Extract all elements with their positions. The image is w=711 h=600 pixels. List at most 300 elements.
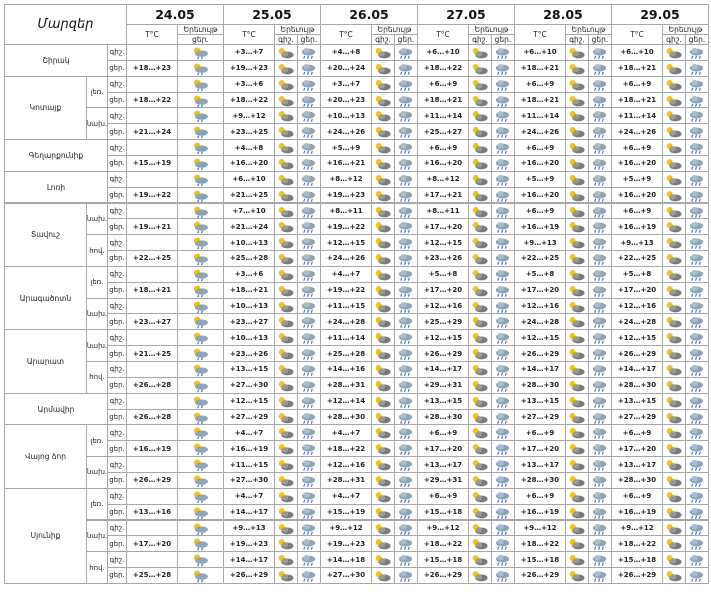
- temperature-cell: [126, 456, 178, 473]
- temp-header: T°C: [223, 24, 275, 45]
- rain-icon: [590, 172, 609, 186]
- cloud-sun-icon: [373, 283, 392, 297]
- cloud-sun-icon: [470, 441, 489, 455]
- sun-rain-icon: [191, 346, 210, 360]
- temperature-cell: +18…+22: [417, 60, 469, 77]
- sun-rain-icon: [191, 536, 210, 550]
- sun-rain-icon: [191, 505, 210, 519]
- rain-icon: [687, 521, 706, 535]
- phenomena-header: Երեւույթ: [274, 24, 321, 35]
- rain-icon: [687, 473, 706, 487]
- sun-rain-icon: [191, 568, 210, 582]
- time-of-day: գիշ.: [107, 298, 127, 315]
- rain-icon: [299, 552, 318, 566]
- phenomena-header: Երեւույթ: [565, 24, 612, 35]
- temperature-cell: +13…+17: [611, 456, 663, 473]
- rain-icon: [299, 457, 318, 471]
- temperature-cell: +10…+13: [320, 107, 372, 124]
- cloud-sun-icon: [567, 61, 586, 75]
- day-header: ցեր.: [394, 34, 418, 45]
- temp-header: T°C: [320, 24, 372, 45]
- cloud-sun-icon: [373, 172, 392, 186]
- cloud-sun-icon: [276, 410, 295, 424]
- cloud-sun-icon: [567, 378, 586, 392]
- temperature-cell: +18…+21: [223, 282, 275, 299]
- temperature-cell: +24…+26: [611, 123, 663, 140]
- temperature-cell: +6…+9: [417, 488, 469, 505]
- cloud-sun-icon: [567, 283, 586, 297]
- cloud-sun-icon: [373, 552, 392, 566]
- rain-icon: [396, 378, 415, 392]
- rain-icon: [396, 188, 415, 202]
- rain-icon: [493, 362, 512, 376]
- rain-icon: [299, 378, 318, 392]
- temperature-cell: [126, 361, 178, 378]
- temperature-cell: +19…+23: [223, 535, 275, 552]
- temperature-cell: +18…+21: [514, 60, 566, 77]
- cloud-sun-icon: [470, 394, 489, 408]
- cloud-sun-icon: [276, 77, 295, 91]
- cloud-sun-icon: [276, 489, 295, 503]
- rain-icon: [493, 235, 512, 249]
- temperature-cell: +28…+30: [611, 472, 663, 489]
- rain-icon: [687, 536, 706, 550]
- temperature-cell: +26…+29: [611, 567, 663, 584]
- date-header: 29.05: [611, 4, 709, 25]
- rain-icon: [299, 251, 318, 265]
- rain-icon: [299, 330, 318, 344]
- temperature-cell: [126, 266, 178, 283]
- rain-icon: [590, 489, 609, 503]
- temperature-cell: +18…+21: [611, 92, 663, 109]
- cloud-sun-icon: [664, 410, 683, 424]
- cloud-sun-icon: [470, 251, 489, 265]
- cloud-sun-icon: [470, 156, 489, 170]
- rain-icon: [493, 124, 512, 138]
- day-header: ցեր.: [177, 34, 224, 45]
- rain-icon: [590, 299, 609, 313]
- temperature-cell: +26…+29: [223, 567, 275, 584]
- temperature-cell: +25…+27: [417, 123, 469, 140]
- rain-icon: [687, 61, 706, 75]
- cloud-sun-icon: [470, 521, 489, 535]
- cloud-sun-icon: [373, 140, 392, 154]
- rain-icon: [396, 140, 415, 154]
- cloud-sun-icon: [276, 267, 295, 281]
- temperature-cell: +9…+12: [223, 107, 275, 124]
- time-of-day: գիշ.: [107, 329, 127, 346]
- sun-rain-icon: [191, 441, 210, 455]
- cloud-sun-icon: [470, 314, 489, 328]
- cloud-sun-icon: [664, 330, 683, 344]
- rain-icon: [396, 425, 415, 439]
- time-of-day: գիշ.: [107, 171, 127, 188]
- cloud-sun-icon: [664, 314, 683, 328]
- temperature-cell: +18…+22: [320, 440, 372, 457]
- temperature-cell: +14…+17: [417, 361, 469, 378]
- rain-icon: [493, 410, 512, 424]
- rain-icon: [396, 204, 415, 218]
- time-of-day: ցեր.: [107, 123, 127, 140]
- temperature-cell: +16…+19: [611, 218, 663, 235]
- rain-icon: [493, 156, 512, 170]
- cloud-sun-icon: [276, 457, 295, 471]
- temperature-cell: +21…+24: [126, 123, 178, 140]
- time-of-day: ցեր.: [107, 155, 127, 172]
- time-of-day: գիշ.: [107, 107, 127, 124]
- temperature-cell: +9…+12: [611, 520, 663, 537]
- cloud-sun-icon: [373, 410, 392, 424]
- cloud-sun-icon: [664, 394, 683, 408]
- temperature-cell: +19…+22: [126, 187, 178, 204]
- cloud-sun-icon: [373, 457, 392, 471]
- temperature-cell: +12…+15: [417, 234, 469, 251]
- temperature-cell: +25…+28: [320, 345, 372, 362]
- cloud-sun-icon: [664, 45, 683, 59]
- temperature-cell: +16…+20: [611, 155, 663, 172]
- rain-icon: [590, 568, 609, 582]
- rain-icon: [493, 441, 512, 455]
- cloud-sun-icon: [470, 172, 489, 186]
- temperature-cell: +18…+22: [126, 92, 178, 109]
- sun-rain-icon: [191, 299, 210, 313]
- cloud-sun-icon: [276, 219, 295, 233]
- cloud-sun-icon: [373, 473, 392, 487]
- rain-icon: [396, 314, 415, 328]
- temperature-cell: [126, 520, 178, 537]
- rain-icon: [299, 425, 318, 439]
- rain-icon: [687, 362, 706, 376]
- sun-rain-icon: [191, 267, 210, 281]
- rain-icon: [299, 61, 318, 75]
- night-header: գիշ.: [371, 34, 395, 45]
- rain-icon: [590, 283, 609, 297]
- subregion-label: լեռ.: [86, 76, 108, 109]
- temperature-cell: [126, 107, 178, 124]
- cloud-sun-icon: [664, 219, 683, 233]
- sun-rain-icon: [191, 473, 210, 487]
- cloud-sun-icon: [470, 299, 489, 313]
- cloud-sun-icon: [567, 505, 586, 519]
- cloud-sun-icon: [373, 314, 392, 328]
- rain-icon: [687, 204, 706, 218]
- sun-rain-icon: [191, 410, 210, 424]
- temperature-cell: +18…+22: [611, 535, 663, 552]
- temperature-cell: +18…+21: [611, 60, 663, 77]
- temperature-cell: +28…+30: [611, 377, 663, 394]
- cloud-sun-icon: [373, 425, 392, 439]
- cloud-sun-icon: [276, 172, 295, 186]
- night-header: գիշ.: [468, 34, 492, 45]
- temperature-cell: +27…+30: [223, 377, 275, 394]
- temperature-cell: +14…+18: [320, 551, 372, 568]
- temperature-cell: +28…+31: [320, 472, 372, 489]
- temperature-cell: +15…+18: [417, 504, 469, 521]
- temperature-cell: +8…+11: [417, 203, 469, 220]
- temperature-cell: +23…+25: [223, 123, 275, 140]
- cloud-sun-icon: [567, 124, 586, 138]
- date-header: 24.05: [126, 4, 224, 25]
- temperature-cell: +13…+15: [417, 393, 469, 410]
- temperature-cell: +9…+12: [417, 520, 469, 537]
- cloud-sun-icon: [373, 235, 392, 249]
- cloud-sun-icon: [664, 93, 683, 107]
- temperature-cell: +13…+15: [514, 393, 566, 410]
- temperature-cell: +12…+15: [417, 329, 469, 346]
- time-of-day: գիշ.: [107, 456, 127, 473]
- rain-icon: [687, 330, 706, 344]
- temperature-cell: +17…+20: [126, 535, 178, 552]
- temperature-cell: +4…+7: [320, 424, 372, 441]
- cloud-sun-icon: [664, 457, 683, 471]
- rain-icon: [493, 505, 512, 519]
- temperature-cell: +27…+30: [223, 472, 275, 489]
- temperature-cell: +28…+30: [320, 409, 372, 426]
- rain-icon: [493, 552, 512, 566]
- temperature-cell: +6…+10: [223, 171, 275, 188]
- rain-icon: [493, 568, 512, 582]
- temperature-cell: +18…+23: [126, 60, 178, 77]
- cloud-sun-icon: [664, 441, 683, 455]
- temperature-cell: +26…+28: [126, 377, 178, 394]
- cloud-sun-icon: [567, 441, 586, 455]
- subregion-label: հով.: [86, 551, 108, 584]
- temperature-cell: [126, 329, 178, 346]
- subregion-label: նախ.: [86, 203, 108, 236]
- cloud-sun-icon: [567, 552, 586, 566]
- rain-icon: [299, 235, 318, 249]
- cloud-sun-icon: [276, 425, 295, 439]
- temperature-cell: +21…+25: [126, 345, 178, 362]
- cloud-sun-icon: [567, 410, 586, 424]
- cloud-sun-icon: [373, 505, 392, 519]
- cloud-sun-icon: [470, 188, 489, 202]
- temperature-cell: +6…+10: [514, 44, 566, 61]
- temperature-cell: +26…+29: [514, 345, 566, 362]
- cloud-sun-icon: [470, 330, 489, 344]
- cloud-sun-icon: [373, 219, 392, 233]
- cloud-sun-icon: [567, 299, 586, 313]
- temperature-cell: +14…+16: [320, 361, 372, 378]
- rain-icon: [396, 267, 415, 281]
- temperature-cell: +3…+6: [223, 76, 275, 93]
- temperature-cell: +21…+24: [223, 218, 275, 235]
- rain-icon: [299, 267, 318, 281]
- phenomena-header: Երեւույթ: [662, 24, 709, 35]
- rain-icon: [299, 394, 318, 408]
- cloud-sun-icon: [373, 521, 392, 535]
- cloud-sun-icon: [276, 188, 295, 202]
- sun-rain-icon: [191, 172, 210, 186]
- rain-icon: [493, 188, 512, 202]
- night-header: գիշ.: [565, 34, 589, 45]
- rain-icon: [396, 473, 415, 487]
- rain-icon: [299, 536, 318, 550]
- sun-rain-icon: [191, 330, 210, 344]
- rain-icon: [396, 362, 415, 376]
- cloud-sun-icon: [664, 425, 683, 439]
- rain-icon: [396, 124, 415, 138]
- region-name: Վայոց ձոր: [4, 424, 87, 488]
- cloud-sun-icon: [567, 330, 586, 344]
- rain-icon: [687, 251, 706, 265]
- temperature-cell: +5…+8: [417, 266, 469, 283]
- cloud-sun-icon: [567, 140, 586, 154]
- temperature-cell: +6…+9: [417, 76, 469, 93]
- rain-icon: [299, 314, 318, 328]
- temp-header: T°C: [126, 24, 178, 45]
- time-of-day: ցեր.: [107, 313, 127, 330]
- temperature-cell: [126, 171, 178, 188]
- cloud-sun-icon: [373, 45, 392, 59]
- rain-icon: [396, 346, 415, 360]
- cloud-sun-icon: [276, 108, 295, 122]
- rain-icon: [687, 394, 706, 408]
- cloud-sun-icon: [470, 457, 489, 471]
- temperature-cell: +18…+21: [126, 282, 178, 299]
- rain-icon: [687, 346, 706, 360]
- rain-icon: [687, 267, 706, 281]
- cloud-sun-icon: [470, 235, 489, 249]
- rain-icon: [590, 61, 609, 75]
- subregion-label: նախ.: [86, 520, 108, 553]
- rain-icon: [299, 362, 318, 376]
- temperature-cell: +4…+7: [223, 424, 275, 441]
- phenomena-header: Երեւույթ: [468, 24, 515, 35]
- sun-rain-icon: [191, 394, 210, 408]
- temperature-cell: +25…+28: [223, 250, 275, 267]
- temperature-cell: +16…+20: [514, 187, 566, 204]
- cloud-sun-icon: [470, 536, 489, 550]
- cloud-sun-icon: [470, 61, 489, 75]
- rain-icon: [687, 489, 706, 503]
- cloud-sun-icon: [276, 93, 295, 107]
- cloud-sun-icon: [373, 156, 392, 170]
- cloud-sun-icon: [276, 251, 295, 265]
- sun-rain-icon: [191, 124, 210, 138]
- cloud-sun-icon: [567, 219, 586, 233]
- rain-icon: [687, 441, 706, 455]
- rain-icon: [590, 441, 609, 455]
- rain-icon: [396, 489, 415, 503]
- cloud-sun-icon: [276, 568, 295, 582]
- sun-rain-icon: [191, 378, 210, 392]
- rain-icon: [493, 140, 512, 154]
- temperature-cell: [126, 76, 178, 93]
- temperature-cell: +5…+9: [320, 139, 372, 156]
- time-of-day: գիշ.: [107, 203, 127, 220]
- temperature-cell: +16…+20: [514, 155, 566, 172]
- temperature-cell: +11…+14: [320, 329, 372, 346]
- temperature-cell: +11…+14: [611, 107, 663, 124]
- subregion-label: նախ.: [86, 107, 108, 140]
- temperature-cell: +12…+15: [320, 234, 372, 251]
- time-of-day: գիշ.: [107, 488, 127, 505]
- cloud-sun-icon: [373, 489, 392, 503]
- temperature-cell: +13…+15: [223, 361, 275, 378]
- cloud-sun-icon: [567, 536, 586, 550]
- rain-icon: [396, 552, 415, 566]
- rain-icon: [493, 299, 512, 313]
- rain-icon: [396, 219, 415, 233]
- cloud-sun-icon: [373, 441, 392, 455]
- sun-rain-icon: [191, 45, 210, 59]
- temperature-cell: +21…+25: [223, 187, 275, 204]
- sun-rain-icon: [191, 219, 210, 233]
- temperature-cell: +27…+29: [223, 409, 275, 426]
- temperature-cell: +12…+15: [223, 393, 275, 410]
- cloud-sun-icon: [664, 346, 683, 360]
- cloud-sun-icon: [664, 188, 683, 202]
- rain-icon: [590, 410, 609, 424]
- cloud-sun-icon: [567, 568, 586, 582]
- rain-icon: [493, 425, 512, 439]
- rain-icon: [590, 473, 609, 487]
- cloud-sun-icon: [664, 362, 683, 376]
- rain-icon: [590, 362, 609, 376]
- rain-icon: [396, 457, 415, 471]
- rain-icon: [299, 489, 318, 503]
- cloud-sun-icon: [276, 441, 295, 455]
- rain-icon: [687, 108, 706, 122]
- rain-icon: [590, 536, 609, 550]
- region-name: Կոտայք: [4, 76, 87, 140]
- temperature-cell: +3…+6: [223, 266, 275, 283]
- cloud-sun-icon: [567, 473, 586, 487]
- temperature-cell: +23…+27: [126, 313, 178, 330]
- rain-icon: [590, 505, 609, 519]
- rain-icon: [493, 457, 512, 471]
- temperature-cell: +16…+20: [223, 155, 275, 172]
- rain-icon: [590, 330, 609, 344]
- temperature-cell: +3…+7: [320, 76, 372, 93]
- rain-icon: [299, 410, 318, 424]
- time-of-day: ցեր.: [107, 472, 127, 489]
- time-of-day: ցեր.: [107, 504, 127, 521]
- temperature-cell: +13…+17: [514, 456, 566, 473]
- region-name: Տավուշ: [4, 203, 87, 267]
- temperature-cell: +16…+19: [514, 504, 566, 521]
- cloud-sun-icon: [567, 394, 586, 408]
- cloud-sun-icon: [373, 108, 392, 122]
- rain-icon: [299, 124, 318, 138]
- rain-icon: [396, 521, 415, 535]
- rain-icon: [687, 235, 706, 249]
- rain-icon: [396, 330, 415, 344]
- cloud-sun-icon: [470, 219, 489, 233]
- rain-icon: [493, 251, 512, 265]
- cloud-sun-icon: [567, 235, 586, 249]
- sun-rain-icon: [191, 552, 210, 566]
- temperature-cell: +16…+19: [126, 440, 178, 457]
- rain-icon: [493, 536, 512, 550]
- cloud-sun-icon: [664, 140, 683, 154]
- rain-icon: [493, 45, 512, 59]
- rain-icon: [590, 77, 609, 91]
- temperature-cell: +26…+28: [126, 409, 178, 426]
- sun-rain-icon: [191, 140, 210, 154]
- time-of-day: ցեր.: [107, 92, 127, 109]
- cloud-sun-icon: [664, 77, 683, 91]
- cloud-sun-icon: [470, 410, 489, 424]
- time-of-day: գիշ.: [107, 139, 127, 156]
- rain-icon: [687, 505, 706, 519]
- rain-icon: [396, 441, 415, 455]
- rain-icon: [396, 251, 415, 265]
- rain-icon: [687, 219, 706, 233]
- temperature-cell: +6…+9: [514, 203, 566, 220]
- cloud-sun-icon: [276, 314, 295, 328]
